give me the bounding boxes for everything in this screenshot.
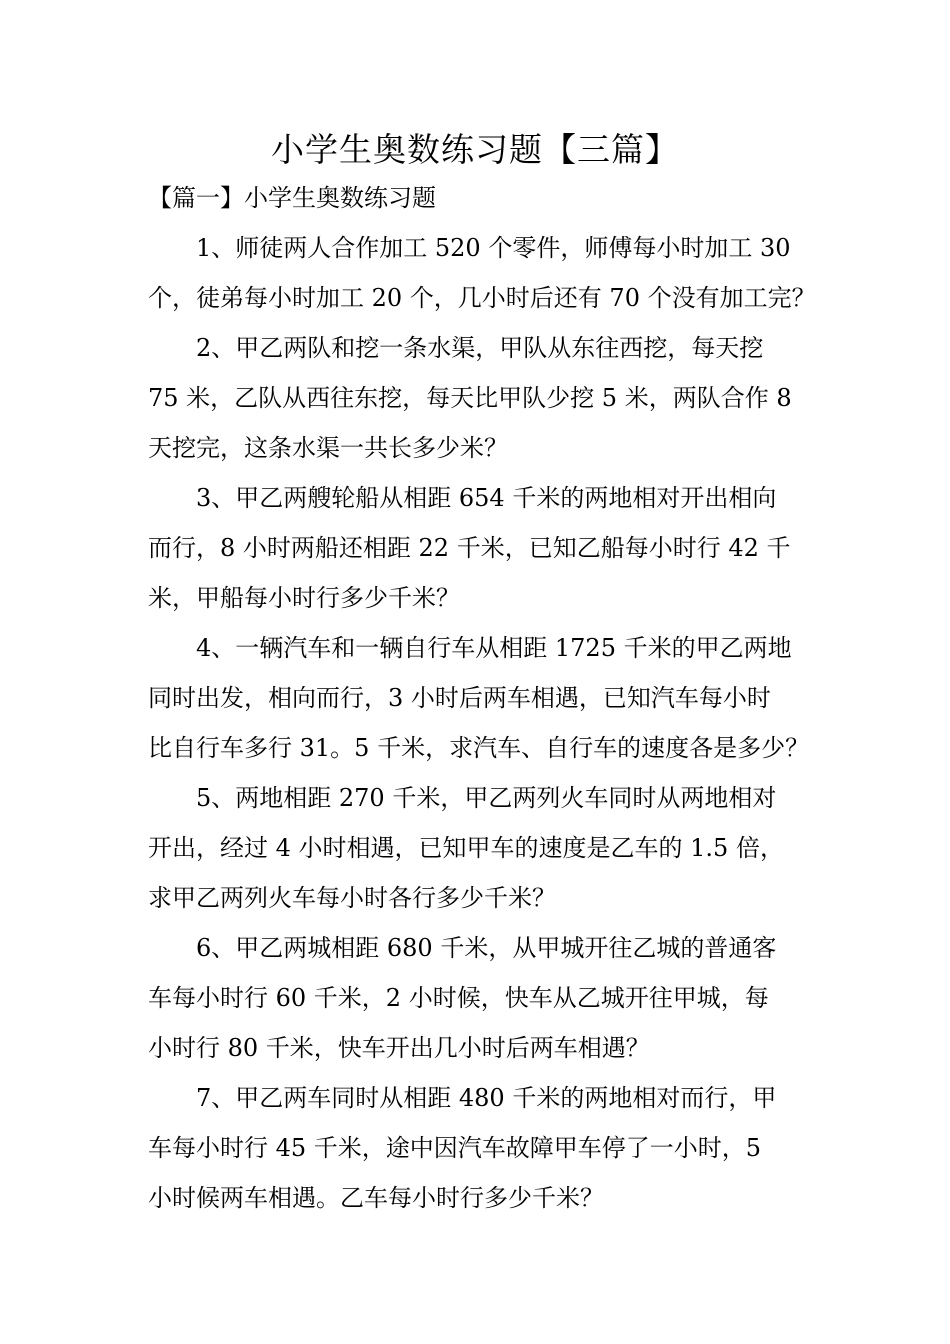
problem-1-line-2: 个，徒弟每小时加工 20 个，几小时后还有 70 个没有加工完？ xyxy=(148,284,816,312)
problem-6-line-1: 6、甲乙两城相距 680 千米，从甲城开往乙城的普通客 xyxy=(196,934,777,962)
problem-4-line-1: 4、一辆汽车和一辆自行车从相距 1725 千米的甲乙两地 xyxy=(196,634,792,662)
problem-6-line-3: 小时行 80 千米，快车开出几小时后两车相遇？ xyxy=(148,1034,650,1062)
problem-1-line-1: 1、师徒两人合作加工 520 个零件，师傅每小时加工 30 xyxy=(196,234,791,262)
problem-7-line-1: 7、甲乙两车同时从相距 480 千米的两地相对而行，甲 xyxy=(196,1084,777,1112)
problem-3-line-1: 3、甲乙两艘轮船从相距 654 千米的两地相对开出相向 xyxy=(196,484,777,512)
problem-3-line-3: 米，甲船每小时行多少千米？ xyxy=(148,584,460,612)
problem-3-line-2: 而行，8 小时两船还相距 22 千米，已知乙船每小时行 42 千 xyxy=(148,534,791,562)
problem-2-line-1: 2、甲乙两队和挖一条水渠，甲队从东往西挖，每天挖 xyxy=(196,334,764,362)
problem-2-line-2: 75 米，乙队从西往东挖，每天比甲队少挖 5 米，两队合作 8 xyxy=(148,384,792,412)
problem-4-line-2: 同时出发，相向而行，3 小时后两车相遇，已知汽车每小时 xyxy=(148,684,771,712)
problem-5-line-1: 5、两地相距 270 千米，甲乙两列火车同时从两地相对 xyxy=(196,784,777,812)
problem-5-line-2: 开出，经过 4 小时相遇，已知甲车的速度是乙车的 1.5 倍， xyxy=(148,834,784,862)
section-heading: 【篇一】小学生奥数练习题 xyxy=(148,184,436,212)
page-title: 小学生奥数练习题【三篇】 xyxy=(271,130,679,169)
problem-7-line-2: 车每小时行 45 千米，途中因汽车故障甲车停了一小时，5 xyxy=(148,1134,762,1162)
problem-5-line-3: 求甲乙两列火车每小时各行多少千米？ xyxy=(148,884,556,912)
problem-4-line-3: 比自行车多行 31。5 千米，求汽车、自行车的速度各是多少？ xyxy=(148,734,810,762)
problem-7-line-3: 小时候两车相遇。乙车每小时行多少千米？ xyxy=(148,1184,604,1212)
problem-6-line-2: 车每小时行 60 千米，2 小时候，快车从乙城开往甲城，每 xyxy=(148,984,769,1012)
problem-2-line-3: 天挖完，这条水渠一共长多少米？ xyxy=(148,434,508,462)
